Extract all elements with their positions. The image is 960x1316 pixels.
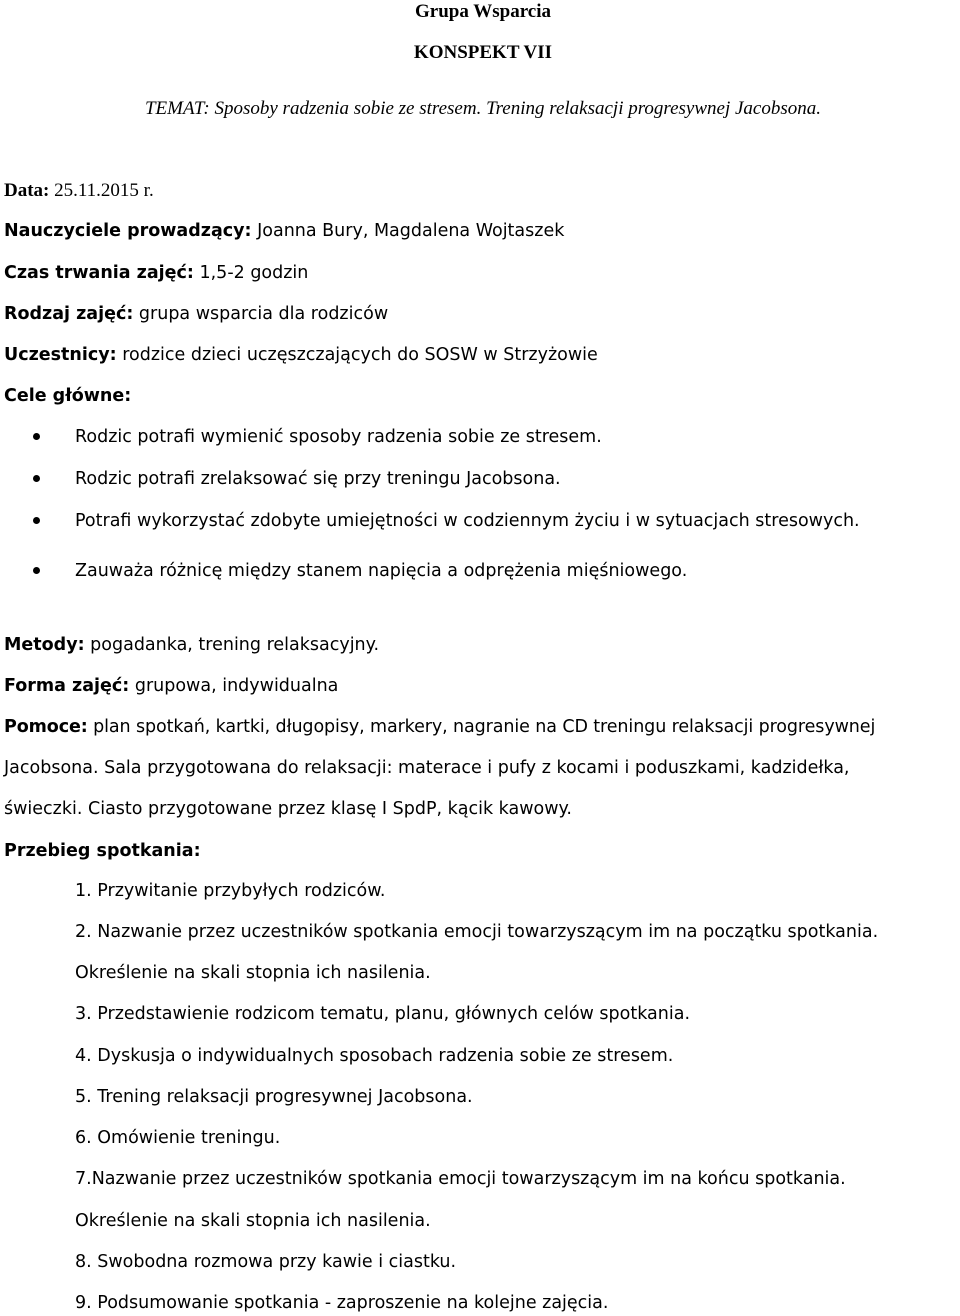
type-label: Rodzaj zajęć:: [4, 304, 134, 324]
participants-value: rodzice dzieci uczęszczających do SOSW w Strzyżowie: [116, 345, 598, 365]
teachers-value: Joanna Bury, Magdalena Wojtaszek: [251, 221, 565, 241]
participants-line: [4, 344, 598, 366]
course-label: Przebieg spotkania:: [4, 841, 201, 861]
goal-item: Rodzic potrafi wymienić sposoby radzenia sobie ze stresem.: [75, 427, 602, 447]
bullet-icon: [33, 567, 40, 574]
course-step: 9. Podsumowanie spotkania - zaproszenie na kolejne zajęcia.: [75, 1293, 609, 1313]
goals-label: Cele główne:: [4, 386, 132, 406]
aids-line-3: świeczki. Ciasto przygotowane przez klasę I SpdP, kącik kawowy.: [4, 799, 572, 819]
course-step: 6. Omówienie treningu.: [75, 1128, 281, 1148]
bullet-icon: [33, 433, 40, 440]
duration-label: Czas trwania zajęć:: [4, 263, 194, 283]
document-title: Grupa Wsparcia: [414, 1, 551, 22]
form-line: [4, 675, 338, 697]
type-value: grupa wsparcia dla rodziców: [133, 304, 389, 324]
participants-label: Uczestnicy:: [4, 345, 117, 365]
course-step: 4. Dyskusja o indywidualnych sposobach radzenia sobie ze stresem.: [75, 1046, 674, 1066]
aids-line: [4, 716, 875, 738]
teachers-label: Nauczyciele prowadzący:: [4, 221, 252, 241]
form-label: Forma zajęć:: [4, 676, 130, 696]
form-value: grupowa, indywidualna: [129, 676, 339, 696]
goal-item: Zauważa różnicę między stanem napięcia a odprężenia mięśniowego.: [75, 561, 688, 581]
methods-value: pogadanka, trening relaksacyjny.: [84, 635, 380, 655]
methods-line: [4, 634, 379, 656]
date-line: [4, 180, 154, 202]
bullet-icon: [33, 517, 40, 524]
bullet-icon: [33, 475, 40, 482]
aids-value: plan spotkań, kartki, długopisy, markery, nagranie na CD treningu relaksacji progresywnej: [87, 717, 876, 737]
course-step: 1. Przywitanie przybyłych rodziców.: [75, 881, 386, 901]
duration-line: [4, 262, 308, 284]
aids-label: Pomoce:: [4, 717, 88, 737]
type-line: [4, 303, 388, 325]
date-value: 25.11.2015 r.: [49, 180, 154, 201]
course-step: Określenie na skali stopnia ich nasilenia.: [75, 1211, 431, 1231]
topic-line: TEMAT: Sposoby radzenia sobie ze stresem. Trening relaksacji progresywnej Jacobsona.: [144, 98, 822, 119]
course-step: 7.Nazwanie przez uczestników spotkania emocji towarzyszącym im na końcu spotkania.: [75, 1169, 846, 1189]
methods-label: Metody:: [4, 635, 85, 655]
goal-item: Rodzic potrafi zrelaksować się przy treningu Jacobsona.: [75, 469, 561, 489]
date-label: Data:: [4, 180, 50, 201]
course-step: 5. Trening relaksacji progresywnej Jacobsona.: [75, 1087, 473, 1107]
course-step: 8. Swobodna rozmowa przy kawie i ciastku.: [75, 1252, 457, 1272]
course-step: 2. Nazwanie przez uczestników spotkania emocji towarzyszącym im na początku spotkania.: [75, 922, 879, 942]
goal-item: Potrafi wykorzystać zdobyte umiejętności w codziennym życiu i w sytuacjach stresowych.: [75, 511, 860, 531]
course-step: Określenie na skali stopnia ich nasilenia.: [75, 963, 431, 983]
aids-line-2: Jacobsona. Sala przygotowana do relaksacji: materace i pufy z kocami i poduszkami, kadzidełka,: [4, 758, 850, 778]
duration-value: 1,5-2 godzin: [193, 263, 309, 283]
teachers-line: [4, 220, 564, 242]
document-subtitle: KONSPEKT VII: [413, 42, 553, 63]
course-step: 3. Przedstawienie rodzicom tematu, planu, głównych celów spotkania.: [75, 1004, 691, 1024]
